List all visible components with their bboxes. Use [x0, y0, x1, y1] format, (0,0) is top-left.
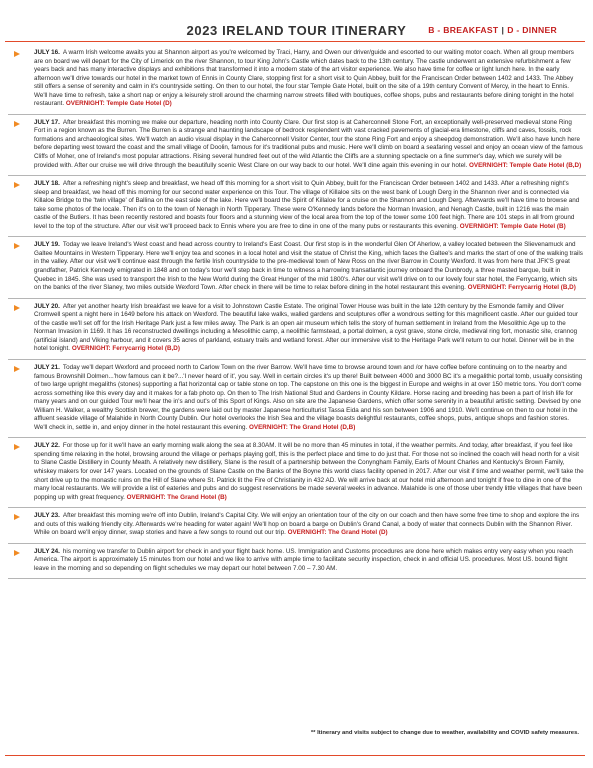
itinerary-day [8, 360, 586, 438]
day-date: JULY 24. [34, 547, 60, 555]
top-divider [5, 41, 585, 42]
page-title: 2023 IRELAND TOUR ITINERARY [186, 23, 407, 38]
itinerary-day [8, 115, 586, 176]
bullet-arrow-icon [14, 514, 20, 520]
itinerary-day [8, 544, 586, 580]
bullet-arrow-icon [14, 444, 20, 450]
overnight-info: OVERNIGHT: Temple Gate Hotel (B,D) [468, 161, 582, 169]
itinerary-day [8, 299, 586, 360]
itinerary-day [8, 438, 586, 508]
overnight-info: OVERNIGHT: Ferrycarrig Hotel (B,D) [71, 345, 180, 353]
day-date: JULY 19. [34, 241, 60, 249]
overnight-info: OVERNIGHT: The Grand Hotel (D,B) [248, 423, 356, 431]
day-date: JULY 22. [34, 442, 60, 450]
day-description: After a refreshing night's sleep and breakfast, we head off this morning for a short visit to Quin Abbey, built for the Franciscan Order between 1402 and 1433. After a refreshing night's sleep and breakfast, we head off this morning for our second water experience on this Tour. The village of Killaloe sits on the west bank of Lough Derg in the Shannon river and is connected via Killaloe Bridge to the 'twin village' of Ballina on the east side of the lake. Here we'll board the Spirit of Killaloe for a cruise on the Shannon and Lough Derg. Afterwards we'll have time to browse and take some photos of the locale. Then it's on to the town of Nenagh in North Tipperary. These were O'Kennedy lands before the Norman Invasion, and Nenagh Castle, built in 1216 was the main castle of the Butlers. It has been recently restored and boasts four floors and a stunning view of the local area from the top of the tower some 100 feet high. There are 101 steps in all from ground level to the top of the structure. After our visit we'll proceed back to Ennis where you are free to dine in one of the many pubs or restaurants this evening. [34, 180, 580, 230]
day-description: A warm Irish welcome awaits you at Shannon airport as you're welcomed by Traci, Harry, and Owen our driver/guide and escorted to our waiting motor coach. When all group members are on board we will depart for the City of Limerick on the river Shannon, to tour King John's Castle which dates back to the 13th century. The castle underwent an extensive refurbishment a few years back and has many interactive displays and exhibitions that transformed it into a modern state of the art visitor experience. We also have time for coffee or light lunch here. In the early afternoon we'll drive towards our hotel in the market town of Ennis in County Clare, stopping first for a short visit to Quin Abbey, built for the Franciscan Order between 1402 and 1433. The Abbey still offers a sense of serenity and calm in it's countryside setting. On then to our hotel, the four star Temple Gate Hotel, built on the site of a 19th century Convent of Mercy, in the heart to Ennis. We'll have time to refresh, take a short nap or enjoy a leisurely stroll around the charming narrow streets filled with boutiques, coffee shops, pubs and restaurants before dining tonight in the hotel restaurant. [34, 49, 574, 108]
legend-separator: | [501, 25, 505, 35]
itinerary-day [8, 176, 586, 237]
bullet-arrow-icon [14, 182, 20, 188]
bullet-arrow-icon [14, 550, 20, 556]
day-date: JULY 23. [34, 512, 60, 520]
day-description: After breakfast this morning we make our departure, heading north into County Clare. Our first stop is at Caherconnell Stone Fort, an exceptionally well-preserved medieval stone Ring Fort in a region known as the Burren. The Burren is a strange and haunting landscape of bedrock resplendent with vast cracked pavements of glacial-era limestone, cliffs and caves, fossils, rock formations and archaeological sites. We'll watch an audio visual display in the Caherconnell Visitor Center, tour the stone Ring Fort and enjoy a sheepdog demonstration. We'll also have lunch here before departing west toward the coast and the small village of Doolin, famous for it's traditional pubs and music. Here we'll climb on board a seafaring vessel and enjoy an ocean view of the famous Cliffs of Moher, one of Ireland's most popular attractions. Rising several hundred feet out of the wild Atlantic the Cliffs are a stunning spectacle on a fine summer's day, which we surely will be provided with. After our cruise we will drive through the beautifully scenic West Clare on our way back to our hotel. We'll dine again this evening in our hotel. [34, 118, 583, 169]
bottom-divider [5, 755, 585, 756]
overnight-info: OVERNIGHT: Ferrycarrig Hotel (B,D) [467, 284, 576, 292]
day-date: JULY 20. [34, 302, 60, 310]
day-description: Today we leave Ireland's West coast and head across country to Ireland's East Coast. Our first stop is in the wonderful Glen Of Aherlow, a valley located between the Slievenamuck and Galtee Mountains in Western Tipperary. Here we'll enjoy tea and scones in a local hotel and visit the statue of Christ the King, which faces the Galtee's and marks the start of one of the walking trails in the valley. After our visit we'll continue east through the fertile Irish countryside to the pre-medieval town of New Ross on the river Barrow in County Wexford. It was from here that JFK'S great grandfather, Patrick Kennedy emigrated in 1848 and on today's tour we'll step back in time to witness a harrowing transatlantic journey onboard the Dunbrody, a three masted barque, built in Quebec in 1845. She was used to transport the Irish to the New World during the Great Hunger of the mid 1800's. After our visit we'll drive on to our lovely four star hotel, the Ferrycarrig, which sits on the banks of the river Slaney, two miles outside Wexford Town. After check in there will be time to relax before dining in the hotel restaurant this evening. [34, 241, 583, 292]
legend-dinner: D - DINNER [507, 25, 557, 35]
day-description: After yet another hearty Irish breakfast we leave for a visit to Johnstown Castle Estate. The original Tower House was built in the late 12th century by the Esmonde family and Oliver Cromwell spent a night here in 1649 before his attack on Wexford. The beautiful lake walks, walled gardens and sculptures offer a wondrous setting for this magnificent castle. After our guided tour of the castle we'll set off for the Irish Heritage Park just a few miles away. The Park is an open air museum which tells the story of human settlement in Ireland from the Mesolithic Age up to the Norman Invasion in 1169. It has 16 reconstructed dwellings including a Mesolithic camp, a neolithic farmstead, a portal dolmen, a cyst grave, stone circle, medieval ring fort, monastic site, crannog (artificial island) and Viking harbour, and it covers 35 acres of parkland, estuary trails and wetland forest. After our immersive visit to the Heritage Park we'll return to our hotel. Dinner will be in the hotel tonight. [34, 302, 578, 353]
bullet-arrow-icon [14, 121, 20, 127]
day-date: JULY 16. [34, 49, 60, 56]
day-description: Today we'll depart Wexford and proceed north to Carlow Town on the river Barrow. We'll have time to browse around town and /or have coffee before continuing on to the nearby and famous Brownshill Dolmen...'how famous can it be?...'I never heard of it', you say. Well in certain circles it's up there! Built between 4000 and 3000 BC it's a megalithic portal tomb, usually consisting of two large upright megaliths (stones) supporting a flat horizontal cap or table stone on top. The capstone on this one is the biggest in Europe and weighs in at over 150 metric tons. You don't come across something like this every day and it makes for a fab photo op. On then to The Irish National Stud and Gardens in County Kildare. Horse racing and breeding has been a part of Irish life for many years and on our guided Tour we'll hear the in's and out's of this Sport of Kings. Also on site are the Japanese Gardens, which offer some serenity in a beautiful artistic setting. Devised by one William H. Walker, a wealthy Scottish brewer, the gardens were laid out by master Japanese horticulturist Tassa Eida and his son between 1906 and 1910. We'll continue on then to our hotel in the affluent seaside village of Malahide in North County Dublin. Our hotel overlooks the Irish Sea and the village boasts delightful restaurants, coffee shops, pubs, antique shops and fashion stores. We'll check in, settle in, and enjoy dinner in the hotel restaurant this evening. [34, 363, 583, 431]
itinerary-day [8, 45, 586, 115]
day-description: For those up for it we'll have an early morning walk along the sea at 8.30AM. It will be no more than 45 minutes in total, if the weather permits. And today, after breakfast, if you feel like spending time relaxing in the hotel, browsing around the village or perhaps playing golf, this is the perfect place and time to do just that. For those not so inclined the coach will head north for a visit to Slane Castle Distillery in County Meath. A relatively new distillery, Slane is the result of a partnership between the Conyngham Family, Earls of Mount Charles and Kentucky's Brown Family, whiskey makers for over 147 years. Located on the grounds of Slane Castle on the Banks of the Boyne this world class facility opened in 2017. After our visit if time and weather permit, we'll take the short drive up to the monastic ruins on the Hill of Slane where St. Patrick lit the Fire of Christianity in 432 AD. We will arrive back at our hotel mid afternoon and tonight if free to dine in one of the many local restaurants. We will provide a list of eateries and pubs and do suggest reservations be made several weeks in advance. Malahide is one of those uber trendy little villages that have been popping up with great frequency. [34, 442, 584, 501]
meal-legend [428, 25, 557, 35]
bullet-arrow-icon [14, 366, 20, 372]
legend-breakfast: B - BREAKFAST [428, 25, 499, 35]
bullet-arrow-icon [14, 305, 20, 311]
itinerary-day [8, 237, 586, 298]
bullet-arrow-icon [14, 51, 20, 57]
itinerary-list [8, 45, 586, 579]
day-date: JULY 21. [34, 363, 60, 371]
day-description: After breakfast this morning we're off into Dublin, Ireland's Capital City. We will enjoy an orientation tour of the city on our coach and then have some free time to shop and explore the ins and outs of this walking friendly city. Afterwards we're heading for water again! We'll hop on board a barge on Dublin's Grand Canal, a body of water that connects Dublin with the Shannon River. While on board we'll enjoy dinner, swap stories and have a few songs to round out our trip. [34, 512, 580, 537]
overnight-info: OVERNIGHT: Temple Gate Hotel (B) [459, 222, 566, 230]
itinerary-day [8, 508, 586, 544]
overnight-info: OVERNIGHT: The Grand Hotel (B) [126, 493, 227, 501]
overnight-info: OVERNIGHT: Temple Gate Hotel (D) [65, 100, 172, 108]
bullet-arrow-icon [14, 243, 20, 249]
day-date: JULY 18. [34, 180, 60, 188]
overnight-info: OVERNIGHT: The Grand Hotel (D) [287, 529, 388, 537]
day-date: JULY 17. [34, 118, 60, 126]
page-header [0, 22, 593, 40]
day-description: his morning we transfer to Dublin airport for check in and your flight back home. US. Immigration and Customs procedures are done here which makes entry very easy when you reach America. The airport is approximately 15 minutes from our hotel and we like to arrive with ample time to facilitate security inspection, check in and official US. procedures. Most US. bound flight leave in the morning and so depending on flight schedules we may depart our hotel between 7.00 – 7.30 AM. [34, 547, 573, 572]
itinerary-footnote: ** Itinerary and visits subject to change due to weather, availability and COVID safety measures. [310, 730, 579, 736]
